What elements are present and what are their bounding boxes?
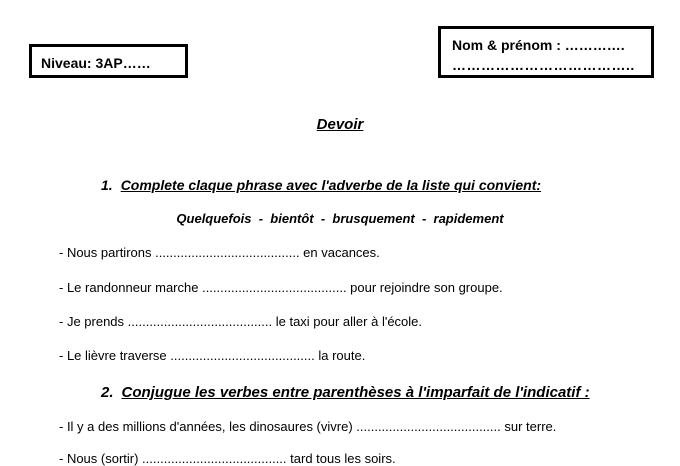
exercise1-heading [101, 177, 541, 193]
adverb-word-list: Quelquefois - bientôt - brusquement - rapidement [176, 211, 504, 226]
exercise1-number: 1. [101, 177, 113, 193]
exercise1-sentence-4: - Le lièvre traverse ........................................ la route. [59, 348, 366, 363]
exercise2-sentence-2: - Nous (sortir) ........................................ tard tous les soirs. [59, 451, 396, 466]
exercise2-sentence-1: - Il y a des millions d'années, les dinosaures (vivre) ........................................ sur terre. [59, 419, 557, 434]
exercise1-sentence-2: - Le randonneur marche ........................................ pour rejoindre son groupe. [59, 280, 503, 295]
exercise2-heading [101, 384, 590, 401]
name-line: ……………………………….. [452, 57, 635, 73]
exercise2-instruction: Conjugue les verbes entre parenthèses à l'imparfait de l'indicatif : [121, 384, 590, 401]
name-label: Nom & prénom : …………. [452, 37, 625, 53]
name-box [438, 26, 654, 78]
page-title: Devoir [316, 116, 364, 133]
exercise2-number: 2. [101, 384, 114, 401]
level-label: Niveau: 3AP…… [41, 55, 151, 71]
exercise1-instruction: Complete claque phrase avec l'adverbe de la liste qui convient: [120, 177, 542, 193]
exercise1-sentence-3: - Je prends ........................................ le taxi pour aller à l'école. [59, 314, 423, 329]
exercise1-sentence-1: - Nous partirons ........................................ en vacances. [59, 245, 380, 260]
level-box [29, 44, 188, 78]
